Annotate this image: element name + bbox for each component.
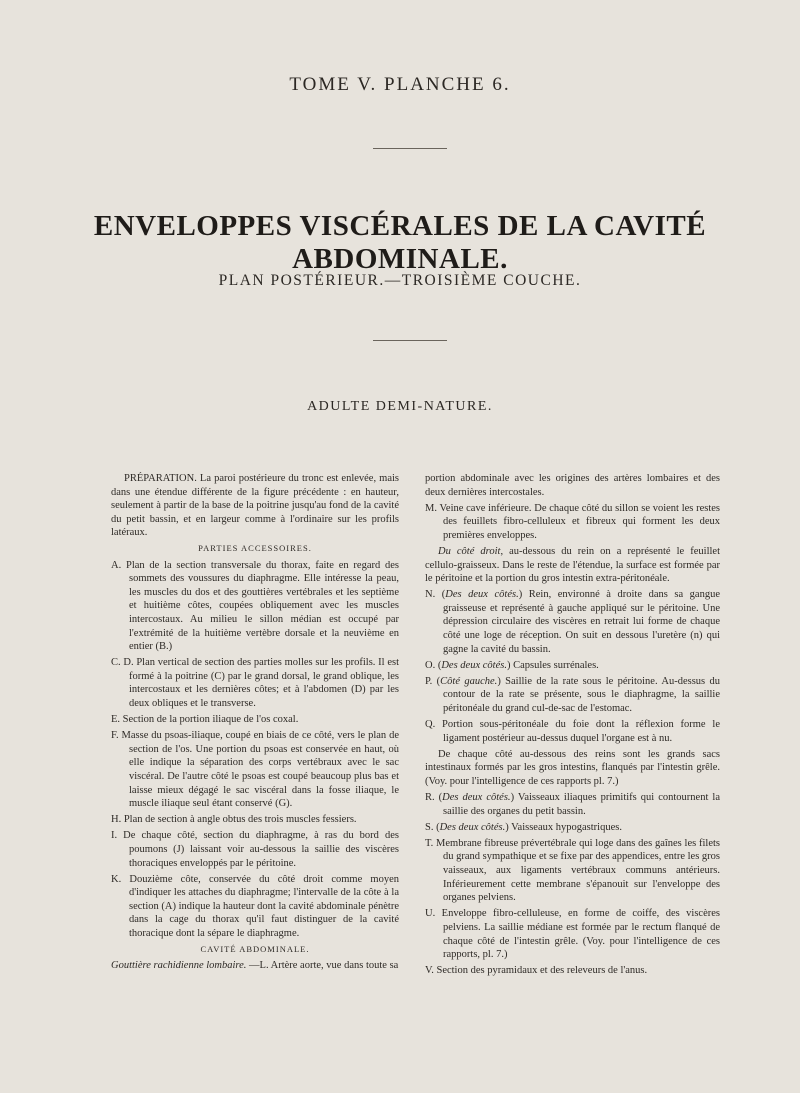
cote-droit-paragraph [425,545,720,586]
legend-text: ) Rein, environné à droite dans sa gangue graisseuse et représenté à gauche appliqué sur le péritoine. Une dépression circulaire des viscères en retrait lui forme de chaque côté une loge de réception. On suit en dessous l'uretère (n) qui gagne la cavité du bassin. [443,589,720,655]
legend-letter: O. ( [425,659,442,671]
legend-letter: P. ( [425,675,441,687]
left-column [111,472,399,975]
legend-item-r [425,791,720,818]
legend-item-o [425,659,720,673]
legend-text: , au-dessous du rein on a représenté le feuillet cellulo-graisseux. Dans le reste de l'étendue, la surface est formée par le péritoine et la portion du gros intestin extra-péritonéale. [425,545,720,585]
page-subtitle: PLAN POSTÉRIEUR.—TROISIÈME COUCHE. [218,272,582,289]
legend-item-p [425,675,720,716]
legend-item-m: M. Veine cave inférieure. De chaque côté du sillon se voient les restes des feuillets fibro-celluleux et fibreux qui forment les deux premières enveloppes. [425,502,720,541]
right-column [425,472,720,980]
legend-letter: N. ( [425,589,446,601]
section-heading-cavite: CAVITÉ ABDOMINALE. [200,944,310,955]
legend-letter: R. ( [425,792,443,804]
legend-item-h: H. Plan de section à angle obtus des trois muscles fessiers. [111,814,357,826]
italic-label: Des deux côtés. [439,821,506,833]
legend-item-n [425,588,720,656]
legend-text: ) Saillie de la rate sous le péritoine. Au-dessus du contour de la rate se présente, sous le diaphragme, la saillie péritonéale du grand cul-de-sac de l'estomac. [443,675,720,714]
de-chaque-cote-paragraph: De chaque côté au-dessous des reins sont les grands sacs intestinaux formés par les gros intestins, flanqués par l'intestin grêle. (Voy. pour l'intelligence de ces rapports pl. 7.) [425,748,720,787]
divider-rule [373,148,447,149]
italic-label: Des deux côtés. [445,589,519,601]
legend-item-s [425,821,720,835]
italic-label: Du côté droit [438,545,501,557]
continued-paragraph: portion abdominale avec les origines des artères lombaires et des deux dernières intercostales. [425,473,720,498]
legend-item-t: T. Membrane fibreuse prévertébrale qui loge dans des gaînes les filets du grand sympathique et se fixe par des appendices, entre les gros vaisseaux, aux ligaments vertébraux communs antérieurs. Inférieurement cette membrane s'épanouit sur l'enveloppe des organes pelviens. [425,837,720,904]
scale-note: ADULTE DEMI-NATURE. [307,399,493,414]
legend-item-v: V. Section des pyramidaux et des releveurs de l'anus. [425,965,648,977]
legend-item-l [111,959,399,973]
legend-letter: S. ( [425,821,440,833]
italic-label: Côté gauche. [440,675,498,687]
italic-label: Gouttière rachidienne lombaire. [111,960,247,972]
legend-item-e: E. Section de la portion iliaque de l'os coxal. [111,714,299,726]
legend-item-a: A. Plan de la section transversale du thorax, faite en regard des sommets des voussures du diaphragme. Elle intéresse la peau, les muscles du dos et des gouttières vertébrales et les septième et huitième côtes, coupées obliquement avec les muscles intercostaux. Au milieu le sillon médian est occupé par l'extrémité de la huitième vertèbre dorsale et la neuvième en entier (B.) [111,559,399,653]
legend-item-u: U. Enveloppe fibro-celluleuse, en forme de coiffe, des viscères pelviens. La saillie médiane est formée par le rectum flanqué de chaque côté de l'intestin grêle. (Voy. pour l'intelligence de ces rapports, pl. 7.) [425,908,720,961]
tome-heading: TOME V. PLANCHE 6. [289,74,511,95]
legend-text: ) Vaisseaux iliaques primitifs qui contournent la saillie des organes du petit bassin. [443,792,720,817]
legend-item-q: Q. Portion sous-péritonéale du foie dont la réflexion forme le ligament postérieur au-dessus duquel l'organe est à nu. [425,719,720,744]
page-title: ENVELOPPES VISCÉRALES DE LA CAVITÉ ABDOMINALE. [93,210,707,275]
legend-text: ) Vaisseaux hypogastriques. [505,821,622,833]
legend-item-i: I. De chaque côté, section du diaphragme, à ras du bord des poumons (J) laissant voir au-dessous la saillie des viscères thoraciques enveloppés par le péritoine. [111,830,399,869]
section-heading-parties: PARTIES ACCESSOIRES. [198,543,312,554]
italic-label: Des deux côtés. [441,659,507,671]
legend-text: ) Capsules surrénales. [506,659,599,671]
legend-item-f: F. Masse du psoas-iliaque, coupé en biais de ce côté, vers le plan de section de l'os. Une portion du psoas est conservée en haut, où elle indique la séparation des corps vertébraux avec le sac viscéral. De l'autre côté le psoas est coupé beaucoup plus bas et laisse mieux dégagé le sac viscéral dans la fosse iliaque, le muscle iliaque seul étant conservé (G). [111,730,399,810]
preparation-paragraph: PRÉPARATION. La paroi postérieure du tronc est enlevée, mais dans une étendue différente de la figure précédente : en hauteur, seulement à partir de la base de la poitrine jusqu'au fond de la cavité du petit bassin, et en largeur comme à l'ordinaire sur les profils latéraux. [111,473,399,539]
legend-item-cd: C. D. Plan vertical de section des parties molles sur les profils. Il est formé à la poitrine (C) par le grand dorsal, le grand oblique, les intercostaux et les dernières côtes; et à l'abdomen (D) par les deux obliques et le transverse. [111,657,399,709]
legend-item-k: K. Douzième côte, conservée du côté droit comme moyen d'indiquer les attaches du diaphragme; l'intervalle de la côte à la section (A) indique la hauteur dont la cavité abdominale pénètre dans la cage du thorax qu'il faut distinguer de la cavité thoracique dont la sépare le diaphragme. [111,873,399,939]
italic-label: Des deux côtés. [442,792,511,804]
legend-text: —L. Artère aorte, vue dans toute sa [246,960,399,972]
divider-rule [373,340,447,341]
